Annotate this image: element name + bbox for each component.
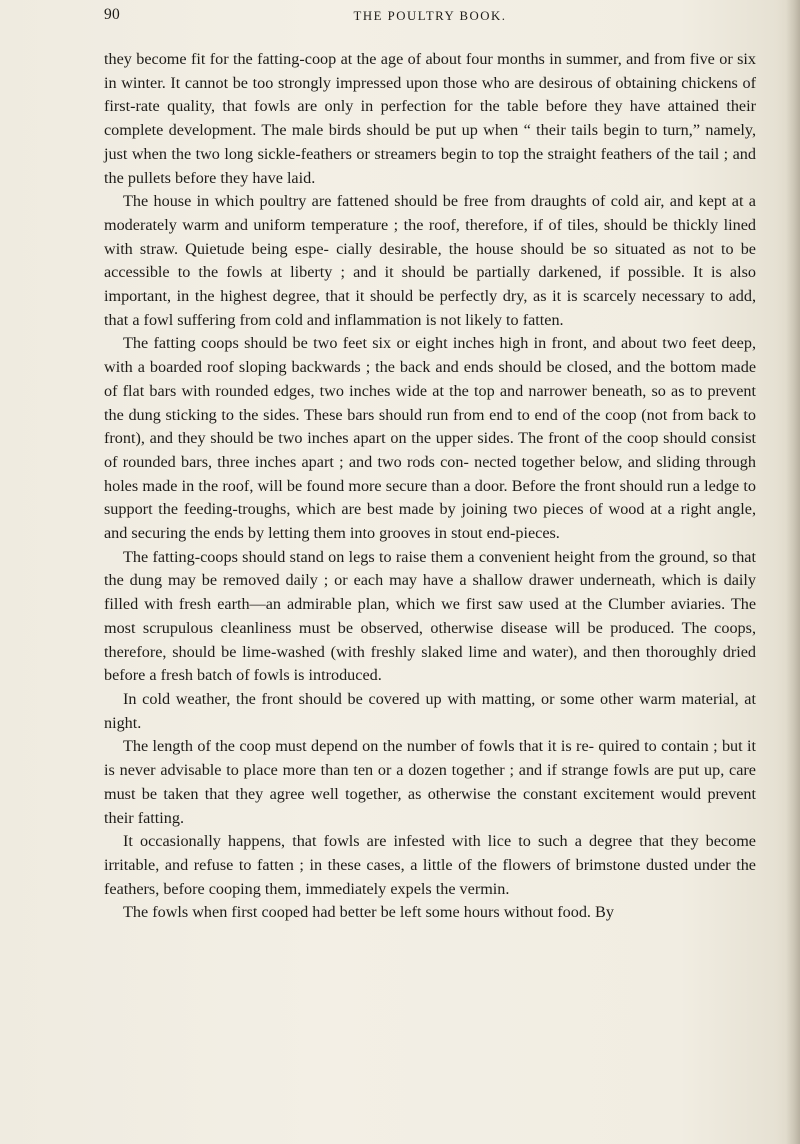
paragraph-1: they become fit for the fatting-coop at the age of about four months in summer, and from five or six in winter. It cannot be too strongly impressed upon those who are desirous of obtaining chickens of first-rate quality, that fowls are only in perfection for the table before they have attained their complete development. The male birds should be put up when “ their tails begin to turn,” namely, just when the two long sickle-feathers or streamers begin to top the straight feathers of the tail ; and the pullets before they have laid.: [104, 50, 756, 187]
paragraph-2: The house in which poultry are fattened should be free from draughts of cold air, and kept at a moderately warm and uniform temperature ; the roof, therefore, if of tiles, should be thickly lined with straw. Quietude being espe- cially desirable, the house should be so situated as not to be accessible to the fowls at liberty ; and it should be partially darkened, if possible. It is also important, in the highest degree, that it should be perfectly dry, as it is scarcely necessary to add, that a fowl suffering from cold and inflammation is not likely to fatten.: [104, 192, 756, 329]
paragraph-8: The fowls when first cooped had better be left some hours without food. By: [123, 903, 614, 922]
page-edge-shadow: [786, 0, 800, 1144]
page-number: 90: [104, 6, 121, 23]
paragraph-5: In cold weather, the front should be covered up with matting, or some other warm material, at night.: [104, 689, 756, 732]
paragraph-7: It occasionally happens, that fowls are infested with lice to such a degree that they become irritable, and refuse to fatten ; in these cases, a little of the flowers of brimstone dusted under the feathers, before cooping them, immediately expels the vermin.: [104, 832, 756, 898]
paragraph-6: The length of the coop must depend on the number of fowls that it is re- quired to contain ; but it is never advisable to place more than ten or a dozen together ; and if strange fowls are put up, care must be taken that they agree well together, as otherwise the constant excitement would prevent their fatting.: [104, 737, 756, 827]
paragraph-3: The fatting coops should be two feet six or eight inches high in front, and about two feet deep, with a boarded roof sloping backwards ; the back and ends should be closed, and the bottom made of flat bars with rounded edges, two inches wide at the top and narrower beneath, so as to prevent the dung sticking to the sides. These bars should run from end to end of the coop (not from back to front), and they should be two inches apart on the upper sides. The front of the coop should consist of rounded bars, three inches apart ; and two rods con- nected together below, and sliding through holes made in the roof, will be found more secure than a door. Before the front should run a ledge to support the feeding-troughs, which are best made by joining two pieces of wood at a right angle, and securing the ends by letting them into grooves in stout end-pieces.: [104, 334, 756, 543]
page-header: [104, 6, 756, 36]
running-head: THE POULTRY BOOK.: [353, 9, 507, 23]
paragraph-4: The fatting-coops should stand on legs to raise them a convenient height from the ground, so that the dung may be removed daily ; or each may have a shallow drawer underneath, which is daily filled with fresh earth—an admirable plan, which we first saw used at the Clumber aviaries. The most scrupulous cleanliness must be observed, otherwise disease will be produced. The coops, therefore, should be lime-washed (with freshly slaked lime and water), and then thoroughly dried before a fresh batch of fowls is introduced.: [104, 547, 756, 685]
body-text: [104, 48, 756, 925]
